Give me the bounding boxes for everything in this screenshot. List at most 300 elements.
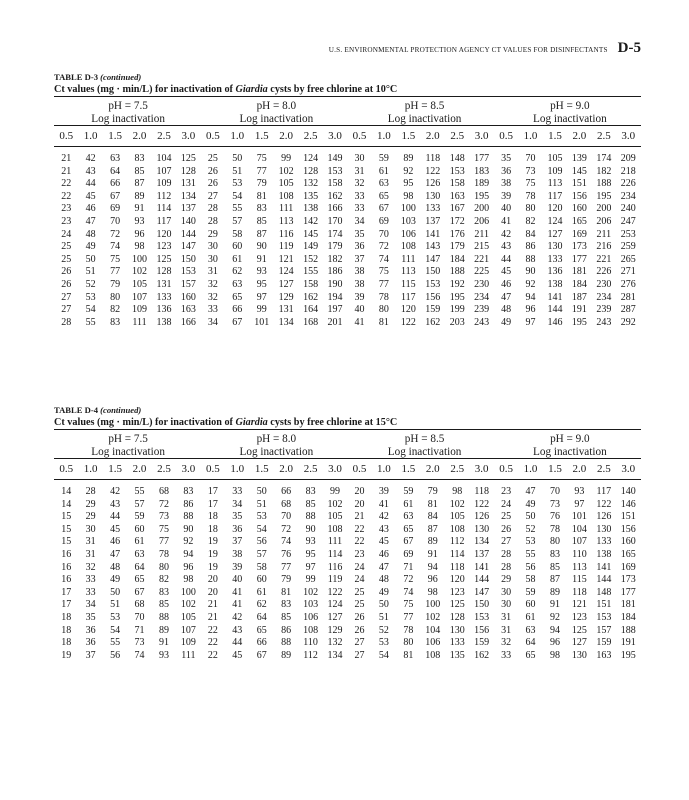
table-cell: 92: [403, 165, 414, 177]
table-cell: 47: [378, 561, 389, 573]
table-cell: 83: [281, 599, 292, 611]
table-cell: 45: [110, 523, 121, 535]
log-inactivation-label: Log inactivation: [91, 445, 165, 458]
table-cell: 96: [183, 561, 194, 573]
table-cell: 102: [303, 586, 319, 598]
table-cell: 64: [525, 637, 536, 649]
table-cell: 122: [474, 498, 490, 510]
table-cell: 91: [134, 203, 145, 215]
table-cell: 215: [474, 241, 490, 253]
table-cell: 65: [256, 624, 267, 636]
table-cell: 100: [400, 203, 416, 215]
table-cell: 16: [61, 561, 72, 573]
table-cell: 51: [110, 599, 121, 611]
table-cell: 80: [549, 536, 560, 548]
table-row: [54, 562, 641, 575]
table-cell: 138: [596, 548, 612, 560]
table-cell: 88: [158, 611, 169, 623]
table-cell: 64: [110, 165, 121, 177]
column-header: 2.0: [132, 130, 147, 142]
table-cell: 18: [207, 523, 218, 535]
table-cell: 92: [525, 278, 536, 290]
table-cell: 131: [156, 278, 172, 290]
table-cell: 67: [134, 586, 145, 598]
table-cell: 33: [354, 203, 365, 215]
table-cell: 26: [61, 278, 72, 290]
table-cell: 77: [110, 266, 121, 278]
table-cell: 239: [596, 304, 612, 316]
table-cell: 109: [547, 165, 563, 177]
table-cell: 69: [110, 203, 121, 215]
column-header: 2.0: [132, 463, 147, 475]
table-cell: 50: [525, 511, 536, 523]
table-number: TABLE D-4: [54, 405, 99, 415]
table-cell: 87: [256, 228, 267, 240]
ph-header-row: [54, 433, 641, 458]
table-cell: 72: [281, 523, 292, 535]
table-cell: 67: [232, 316, 243, 328]
table-cell: 24: [354, 561, 365, 573]
table-cell: 98: [549, 649, 560, 661]
table-cell: 73: [158, 511, 169, 523]
table-cell: 42: [110, 486, 121, 497]
table-cell: 27: [61, 291, 72, 303]
column-header: 3.0: [621, 130, 636, 142]
log-inactivation-label: Log inactivation: [239, 112, 314, 125]
table-cell: 149: [303, 241, 319, 253]
table-cell: 109: [156, 178, 172, 190]
table-cell: 158: [449, 178, 465, 190]
table-cell: 209: [620, 153, 636, 164]
table-cell: 122: [425, 165, 441, 177]
table-cell: 136: [156, 304, 172, 316]
table-cell: 97: [574, 498, 585, 510]
table-cell: 243: [596, 316, 612, 328]
table-row: [54, 612, 641, 625]
table-cell: 109: [180, 637, 196, 649]
table-cell: 108: [327, 523, 343, 535]
table-cell: 83: [256, 203, 267, 215]
table-cell: 105: [180, 611, 196, 623]
table-cell: 14: [61, 486, 72, 497]
table-cell: 145: [303, 228, 319, 240]
table-cell: 113: [547, 178, 563, 190]
table-cell: 42: [85, 153, 96, 164]
table-cell: 218: [620, 165, 636, 177]
table-cell: 78: [378, 291, 389, 303]
table-row: [54, 178, 641, 191]
table-cell: 140: [620, 486, 636, 497]
table-cell: 190: [327, 278, 343, 290]
column-header: 2.5: [450, 130, 465, 142]
table-cell: 61: [256, 586, 267, 598]
table-cell: 22: [354, 536, 365, 548]
table-cell: 109: [132, 304, 148, 316]
table-cell: 51: [378, 611, 389, 623]
table-cell: 18: [61, 624, 72, 636]
table-cell: 118: [474, 486, 489, 497]
table-cell: 22: [207, 649, 218, 661]
table-cell: 144: [596, 574, 612, 586]
table-cell: 25: [207, 153, 218, 164]
column-header: 1.0: [523, 463, 538, 475]
table-cell: 41: [232, 599, 243, 611]
table-cell: 79: [281, 574, 292, 586]
table-cell: 199: [449, 304, 465, 316]
table-cell: 153: [596, 611, 612, 623]
table-cell: 46: [501, 278, 512, 290]
table-cell: 27: [354, 637, 365, 649]
table-cell: 38: [501, 178, 512, 190]
table-cell: 253: [620, 228, 636, 240]
table-cell: 192: [449, 278, 465, 290]
table-cell: 65: [403, 523, 414, 535]
column-header: 2.5: [157, 130, 171, 142]
column-header: 1.0: [523, 130, 538, 142]
table-cell: 50: [256, 486, 267, 497]
table-cell: 151: [571, 178, 587, 190]
table-cell: 17: [61, 599, 72, 611]
table-cell: 124: [278, 266, 294, 278]
column-header: 2.5: [596, 463, 611, 475]
title-organism: Giardia: [235, 417, 268, 428]
table-cell: 108: [449, 523, 465, 535]
table-cell: 74: [281, 536, 292, 548]
table-cell: 98: [183, 574, 194, 586]
table-cell: 203: [449, 316, 465, 328]
table-cell: 121: [278, 253, 294, 265]
table-cell: 168: [303, 316, 319, 328]
table-cell: 55: [110, 637, 121, 649]
table-cell: 51: [256, 498, 267, 510]
table-cell: 37: [85, 649, 96, 661]
table-cell: 136: [547, 266, 563, 278]
table-cell: 163: [180, 304, 196, 316]
table-cell: 64: [256, 611, 267, 623]
table-cell: 46: [378, 548, 389, 560]
table-cell: 30: [207, 241, 218, 253]
table-cell: 81: [427, 498, 438, 510]
table-cell: 156: [425, 291, 441, 303]
table-cell: 70: [134, 611, 145, 623]
table-cell: 114: [327, 548, 343, 560]
table-cell: 89: [427, 536, 438, 548]
table-cell: 81: [256, 190, 267, 202]
table-cell: 90: [183, 523, 194, 535]
table-cell: 133: [547, 253, 563, 265]
table-cell: 94: [525, 291, 536, 303]
table-cell: 102: [327, 498, 343, 510]
table-cell: 156: [620, 523, 636, 535]
table-cell: 206: [596, 215, 612, 227]
table-cell: 98: [427, 586, 438, 598]
table-cell: 123: [156, 241, 172, 253]
table-cell: 169: [620, 561, 636, 573]
table-cell: 75: [378, 266, 389, 278]
table-cell: 127: [278, 278, 294, 290]
table-cell: 151: [596, 599, 612, 611]
table-cell: 107: [571, 536, 587, 548]
table-cell: 143: [425, 241, 441, 253]
title-text: Ct values (mg · min/L) for inactivation of: [54, 417, 236, 428]
table-cell: 79: [110, 278, 121, 290]
table-cell: 131: [180, 178, 196, 190]
ph-value: pH = 9.0: [550, 100, 590, 112]
table-cell: 148: [449, 153, 465, 164]
table-cell: 96: [525, 304, 536, 316]
table-cell: 15: [61, 511, 72, 523]
table-cell: 88: [183, 511, 194, 523]
table-cell: 46: [85, 203, 96, 215]
table-cell: 82: [158, 574, 169, 586]
table-cell: 135: [303, 190, 319, 202]
column-header: 3.0: [328, 130, 342, 142]
table-cell: 130: [571, 649, 587, 661]
table-row: [54, 650, 641, 663]
table-cell: 130: [596, 523, 612, 535]
table-cell: 111: [279, 203, 294, 215]
table-cell: 26: [354, 611, 365, 623]
table-cell: 40: [501, 203, 512, 215]
table-cell: 30: [207, 253, 218, 265]
table-cell: 55: [85, 316, 96, 328]
table-cell: 240: [620, 203, 636, 215]
table-cell: 105: [278, 178, 294, 190]
table-cell: 55: [232, 203, 243, 215]
table-row: [54, 524, 641, 537]
table-cell: 77: [378, 278, 389, 290]
table-cell: 157: [596, 624, 612, 636]
table-cell: 101: [571, 511, 587, 523]
table-cell: 159: [596, 637, 612, 649]
table-cell: 87: [549, 574, 560, 586]
table-cell: 211: [596, 228, 612, 240]
table-cell: 35: [85, 611, 96, 623]
table-cell: 65: [525, 649, 536, 661]
column-header: 2.0: [572, 463, 587, 475]
table-cell: 221: [596, 253, 612, 265]
table-cell: 49: [501, 316, 512, 328]
table-cell: 89: [134, 190, 145, 202]
column-header: 1.5: [108, 130, 122, 142]
table-cell: 130: [425, 190, 441, 202]
table-row: [54, 153, 641, 166]
column-header: 2.0: [572, 130, 587, 142]
table-cell: 34: [207, 316, 218, 328]
table-cell: 28: [61, 316, 72, 328]
table-cell: 74: [403, 586, 414, 598]
table-cell: 150: [425, 266, 441, 278]
table-cell: 160: [620, 536, 636, 548]
table-cell: 38: [354, 278, 365, 290]
table-cell: 138: [303, 203, 319, 215]
table-cell: 102: [449, 498, 465, 510]
table-cell: 122: [596, 498, 612, 510]
table-cell: 276: [620, 278, 636, 290]
table-cell: 24: [501, 498, 512, 510]
table-cell: 130: [474, 523, 490, 535]
table-cell: 61: [378, 165, 389, 177]
table-cell: 281: [620, 291, 636, 303]
table-cell: 31: [85, 536, 96, 548]
table-cell: 39: [354, 291, 365, 303]
table-cell: 182: [327, 253, 343, 265]
table-cell: 116: [278, 228, 294, 240]
table-cell: 70: [525, 153, 536, 164]
table-cell: 79: [427, 486, 438, 497]
table-cell: 98: [452, 486, 463, 497]
table-cell: 94: [183, 548, 194, 560]
table-body: [54, 153, 641, 329]
table-cell: 97: [305, 561, 316, 573]
table-cell: 122: [400, 316, 416, 328]
table-cell: 83: [134, 153, 145, 164]
table-cell: 114: [449, 548, 465, 560]
table-cell: 105: [327, 511, 343, 523]
table-row: [54, 486, 641, 499]
table-cell: 243: [474, 316, 490, 328]
table-cell: 108: [278, 190, 294, 202]
table-cell: 271: [620, 266, 636, 278]
table-cell: 129: [278, 291, 294, 303]
table-cell: 50: [110, 586, 121, 598]
log-inactivation-label: Log inactivation: [387, 112, 462, 125]
table-cell: 103: [400, 215, 416, 227]
table-cell: 25: [501, 511, 512, 523]
table-cell: 57: [134, 498, 145, 510]
table-cell: 55: [134, 486, 145, 497]
table-cell: 170: [327, 215, 343, 227]
table-cell: 25: [61, 241, 72, 253]
table-cell: 107: [180, 624, 196, 636]
header-rule: [54, 125, 641, 126]
table-cell: 32: [354, 178, 365, 190]
table-cell: 85: [281, 611, 292, 623]
table-cell: 36: [85, 624, 96, 636]
table-cell: 155: [303, 266, 319, 278]
table-cell: 34: [232, 498, 243, 510]
table-cell: 41: [354, 316, 365, 328]
table-cell: 158: [303, 278, 319, 290]
table-cell: 70: [549, 486, 560, 497]
table-cell: 81: [281, 586, 292, 598]
table-cell: 162: [327, 190, 343, 202]
table-cell: 83: [158, 586, 169, 598]
table-cell: 39: [501, 190, 512, 202]
log-inactivation-label: Log inactivation: [387, 445, 462, 458]
table-cell: 44: [232, 637, 243, 649]
table-cell: 71: [134, 624, 145, 636]
table-cell: 77: [256, 165, 267, 177]
table-cell: 182: [596, 165, 612, 177]
table-title: [54, 416, 641, 429]
table-cell: 195: [449, 291, 465, 303]
ph-value: pH = 8.5: [404, 433, 445, 445]
table-row: [54, 587, 641, 600]
table-cell: 59: [403, 486, 414, 497]
table-cell: 62: [256, 599, 267, 611]
ph-value: pH = 7.5: [108, 100, 148, 112]
table-cell: 95: [256, 278, 267, 290]
table-cell: 37: [354, 253, 365, 265]
table-cell: 184: [571, 278, 587, 290]
table-cell: 117: [401, 291, 416, 303]
table-cell: 78: [158, 548, 169, 560]
table-cell: 100: [425, 599, 441, 611]
column-header: 0.5: [352, 463, 367, 475]
table-cell: 80: [158, 561, 169, 573]
table-cell: 47: [110, 548, 121, 560]
title-text: Ct values (mg · min/L) for inactivation of: [54, 84, 236, 95]
table-cell: 194: [327, 291, 343, 303]
table-cell: 56: [256, 536, 267, 548]
table-cell: 159: [425, 304, 441, 316]
table-cell: 160: [180, 291, 196, 303]
table-cell: 33: [85, 586, 96, 598]
column-header-row: [54, 463, 641, 475]
table-cell: 72: [158, 498, 169, 510]
table-cell: 118: [449, 561, 465, 573]
table-cell: 63: [525, 624, 536, 636]
table-cell: 65: [232, 291, 243, 303]
ph-group: [499, 100, 641, 125]
table-d4: [54, 405, 641, 662]
table-cell: 68: [134, 599, 145, 611]
table-cell: 117: [547, 190, 563, 202]
table-cell: 131: [278, 304, 294, 316]
table-cell: 195: [571, 316, 587, 328]
table-cell: 93: [134, 215, 145, 227]
column-header: 1.0: [83, 463, 98, 475]
table-cell: 179: [449, 241, 465, 253]
table-cell: 195: [596, 190, 612, 202]
table-cell: 19: [207, 548, 218, 560]
ph-group: [202, 433, 350, 458]
table-cell: 100: [132, 253, 148, 265]
table-cell: 58: [232, 228, 243, 240]
table-cell: 38: [232, 548, 243, 560]
table-row: [54, 499, 641, 512]
table-cell: 29: [207, 228, 218, 240]
ph-value: pH = 9.0: [550, 433, 590, 445]
table-cell: 96: [134, 228, 145, 240]
table-cell: 25: [354, 586, 365, 598]
column-header: 3.0: [474, 463, 489, 475]
table-cell: 195: [620, 649, 636, 661]
table-cell: 70: [281, 511, 292, 523]
table-cell: 20: [207, 574, 218, 586]
table-cell: 28: [207, 203, 218, 215]
table-cell: 21: [207, 611, 218, 623]
table-cell: 211: [474, 228, 489, 240]
table-cell: 51: [232, 165, 243, 177]
table-cell: 137: [425, 215, 441, 227]
table-cell: 93: [305, 536, 316, 548]
table-cell: 31: [85, 548, 96, 560]
table-cell: 188: [449, 266, 465, 278]
table-cell: 85: [158, 599, 169, 611]
table-cell: 31: [207, 266, 218, 278]
table-cell: 124: [303, 153, 319, 164]
table-cell: 80: [110, 291, 121, 303]
table-cell: 21: [61, 153, 72, 164]
table-cell: 33: [232, 486, 243, 497]
table-cell: 127: [547, 228, 563, 240]
table-cell: 97: [525, 316, 536, 328]
table-cell: 78: [403, 624, 414, 636]
table-cell: 24: [354, 574, 365, 586]
table-cell: 110: [303, 637, 318, 649]
